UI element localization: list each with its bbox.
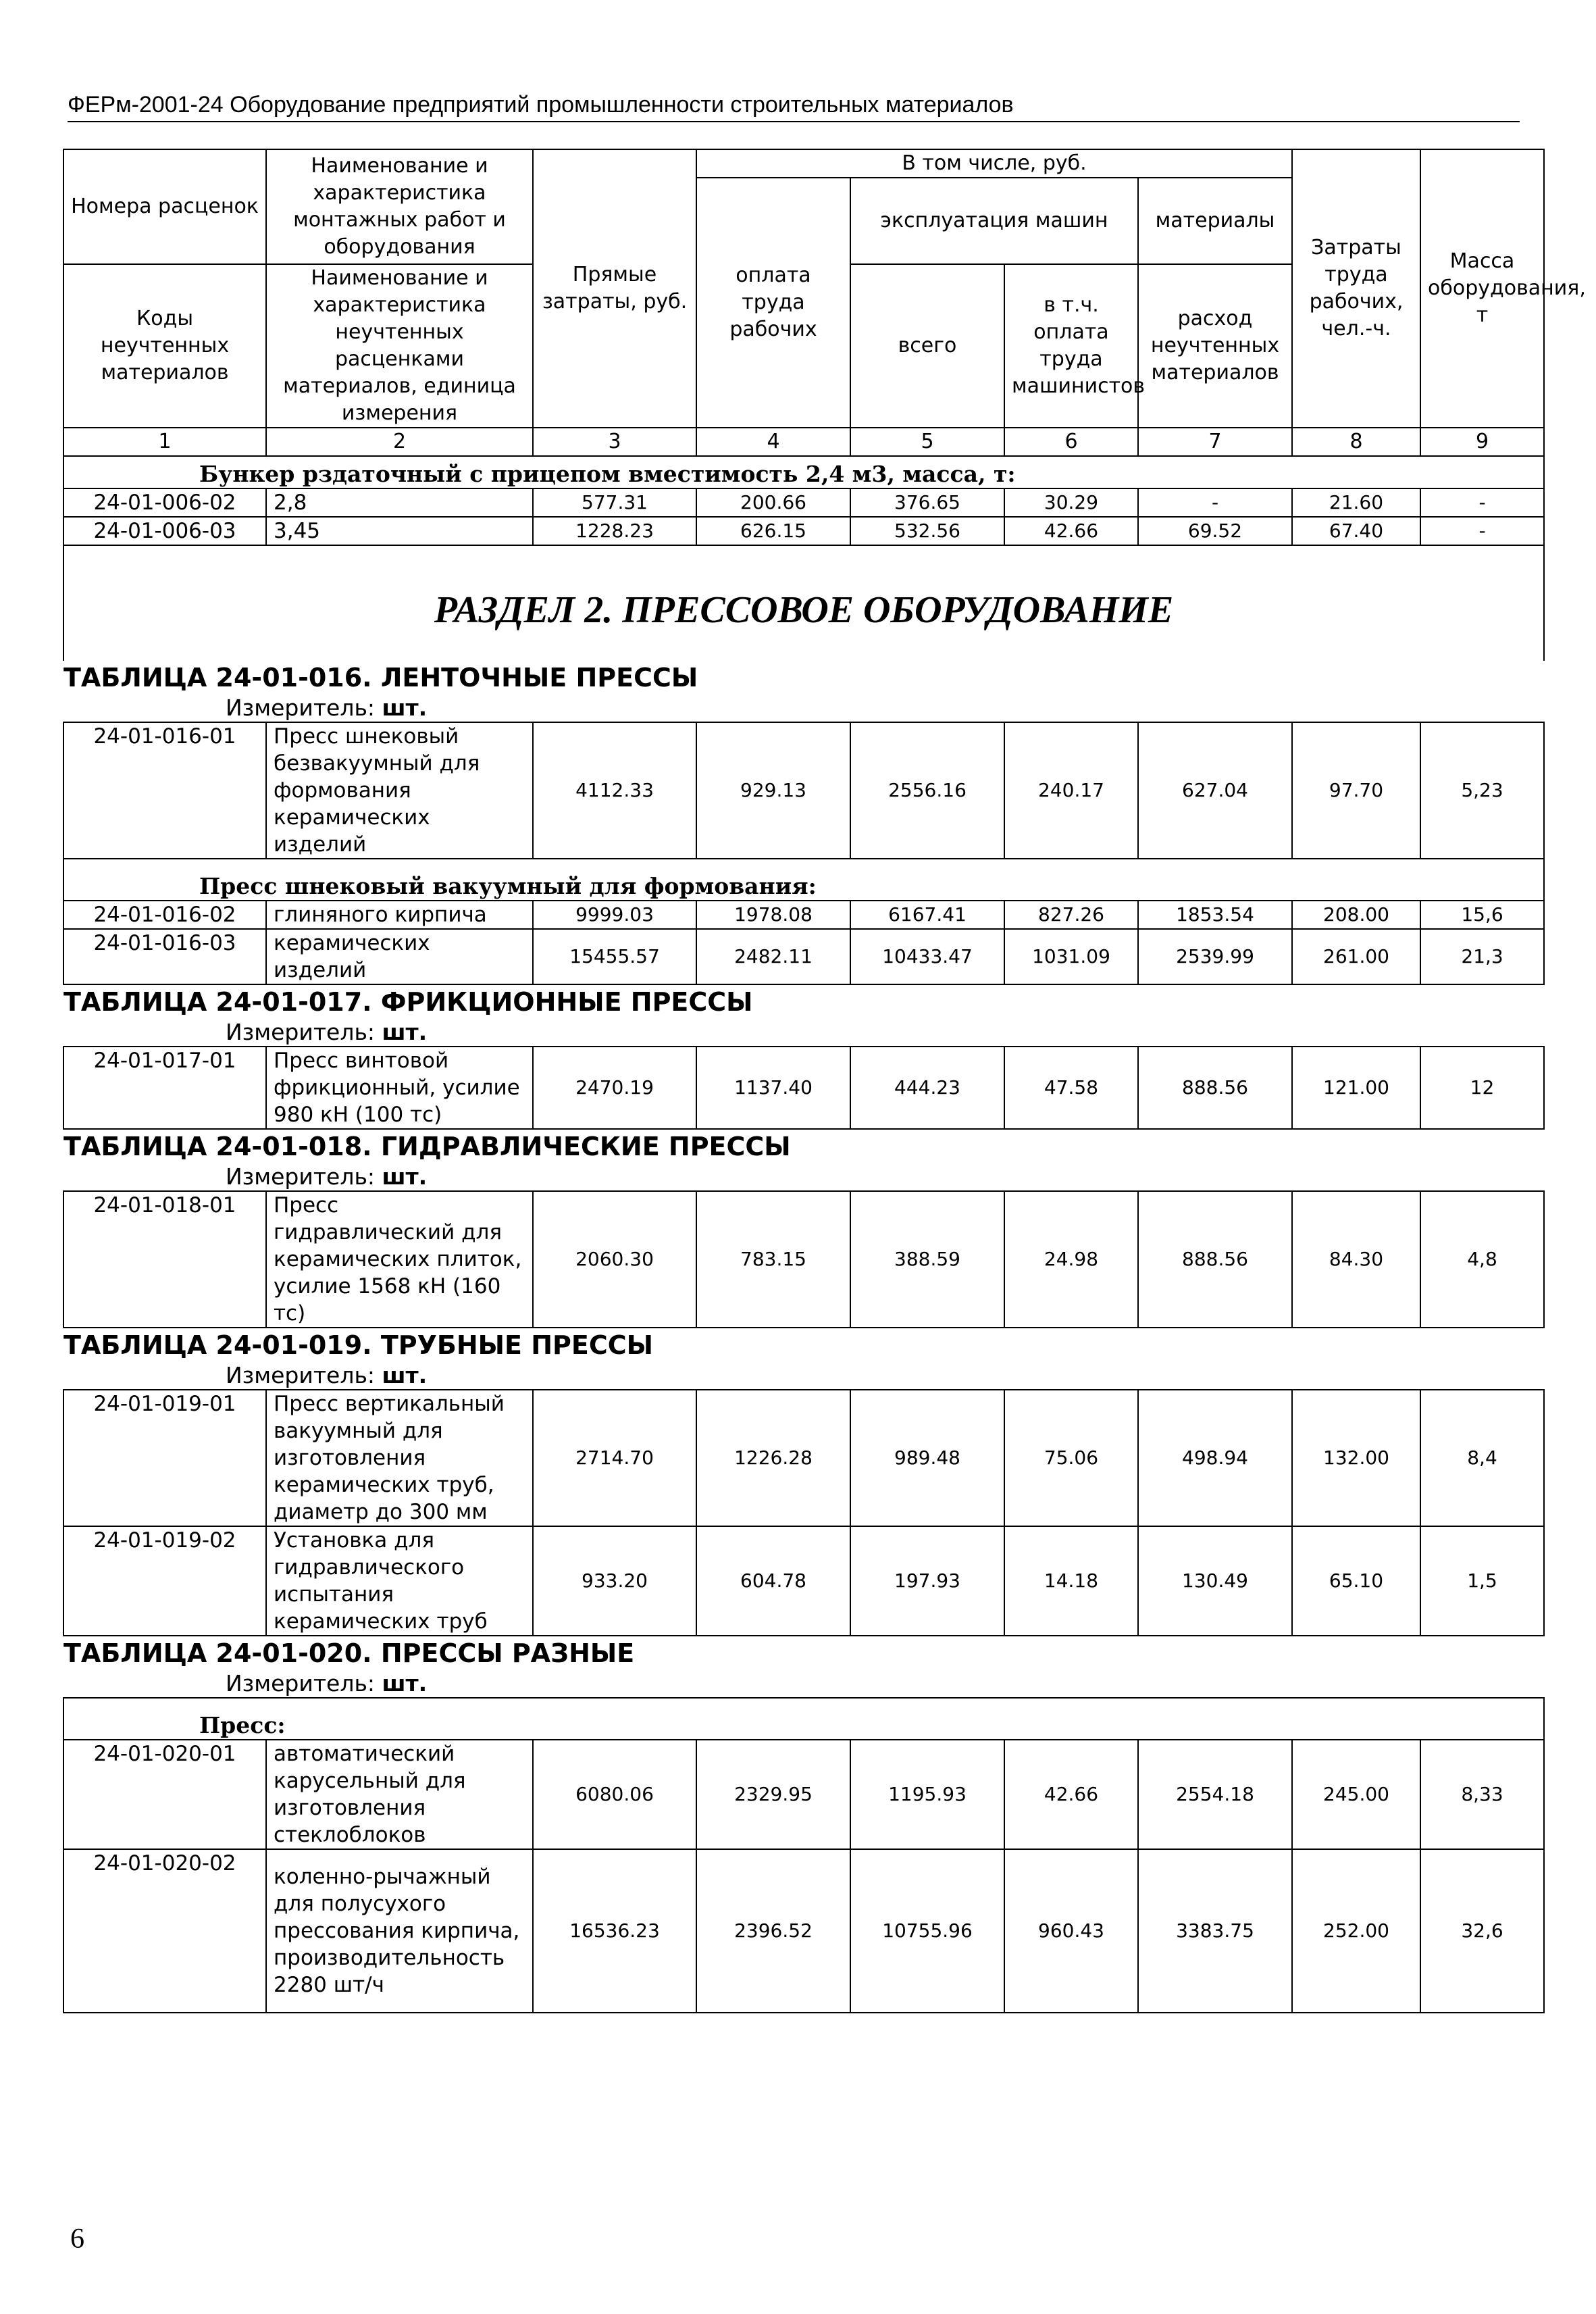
cell-materials: 69.52 [1138, 517, 1292, 545]
table-title-row [63, 1328, 1544, 1362]
measure-label: Измеритель: [226, 1670, 382, 1696]
header-machines: эксплуатация машин [850, 178, 1138, 264]
header-machines-total: всего [850, 264, 1004, 428]
table-title: ТАБЛИЦА 24-01-020. ПРЕССЫ РАЗНЫЕ [63, 1638, 635, 1668]
cell-mass: 15,6 [1420, 901, 1544, 929]
rate-code: 24-01-006-03 [63, 517, 266, 545]
cell-labor-cost: 252.00 [1292, 1849, 1420, 2013]
rate-code: 24-01-016-01 [63, 722, 266, 859]
measure-unit: шт. [382, 1362, 428, 1388]
page-number: 6 [70, 2223, 84, 2255]
table-title: ТАБЛИЦА 24-01-016. ЛЕНТОЧНЫЕ ПРЕССЫ [63, 663, 698, 693]
cell-labor-cost: 132.00 [1292, 1390, 1420, 1526]
cell-labor-cost: 97.70 [1292, 722, 1420, 859]
cell-direct: 577.31 [533, 488, 696, 517]
cell-direct: 15455.57 [533, 929, 696, 984]
table-row [63, 1390, 1544, 1526]
rate-name: 2,8 [266, 488, 533, 517]
measure-row [63, 1019, 1544, 1047]
section-title: РАЗДЕЛ 2. ПРЕССОВОЕ ОБОРУДОВАНИЕ [63, 545, 1544, 661]
cell-mass: 5,23 [1420, 722, 1544, 859]
cell-machines: 532.56 [850, 517, 1004, 545]
column-numbers-row [63, 428, 1544, 456]
measure-row [63, 1163, 1544, 1191]
measure-line [63, 1019, 1544, 1047]
cell-direct: 4112.33 [533, 722, 696, 859]
cell-machines-labor: 827.26 [1004, 901, 1138, 929]
cell-mass: 12 [1420, 1047, 1544, 1129]
table-title-row [63, 1636, 1544, 1670]
rate-code: 24-01-017-01 [63, 1047, 266, 1129]
cell-machines: 1195.93 [850, 1740, 1004, 1849]
cell-mass: 21,3 [1420, 929, 1544, 984]
cell-labor-pay: 2329.95 [696, 1740, 850, 1849]
cell-labor-pay: 2396.52 [696, 1849, 850, 2013]
measure-unit: шт. [382, 1670, 428, 1696]
header-materials-consumption: расход неучтенных материалов [1138, 264, 1292, 428]
measure-unit: шт. [382, 695, 428, 721]
col-num: 1 [63, 428, 266, 456]
rate-name: Пресс гидравлический для керамических плиток, усилие 1568 кН (160 тс) [266, 1191, 533, 1328]
cell-labor-pay: 2482.11 [696, 929, 850, 984]
rate-code: 24-01-019-02 [63, 1526, 266, 1636]
cell-materials: 888.56 [1138, 1047, 1292, 1129]
rate-name: Пресс винтовой фрикционный, усилие 980 кН (100 тс) [266, 1047, 533, 1129]
header-numbers: Номера расценок [63, 149, 266, 264]
measure-label: Измеритель: [226, 1163, 382, 1190]
cell-labor-cost: 21.60 [1292, 488, 1420, 517]
cell-machines: 197.93 [850, 1526, 1004, 1636]
bunker-title-row [63, 456, 1544, 488]
measure-unit: шт. [382, 1163, 428, 1190]
cell-mass: - [1420, 488, 1544, 517]
cell-machines: 10433.47 [850, 929, 1004, 984]
col-num: 9 [1420, 428, 1544, 456]
cell-labor-cost: 65.10 [1292, 1526, 1420, 1636]
cell-machines: 388.59 [850, 1191, 1004, 1328]
cell-machines-labor: 47.58 [1004, 1047, 1138, 1129]
col-num: 8 [1292, 428, 1420, 456]
measure-row [63, 1362, 1544, 1390]
cell-materials: - [1138, 488, 1292, 517]
section-row [63, 545, 1544, 661]
rate-name: 3,45 [266, 517, 533, 545]
cell-direct: 2714.70 [533, 1390, 696, 1526]
header-incl: В том числе, руб. [696, 149, 1292, 178]
measure-label: Измеритель: [226, 695, 382, 721]
header-name-works: Наименование и характеристика монтажных работ и оборудования [266, 149, 533, 264]
table-row [63, 1849, 1544, 2013]
cell-labor-pay: 1226.28 [696, 1390, 850, 1526]
cell-labor-pay: 604.78 [696, 1526, 850, 1636]
cell-mass: - [1420, 517, 1544, 545]
cell-machines: 376.65 [850, 488, 1004, 517]
col-num: 4 [696, 428, 850, 456]
cell-labor-cost: 261.00 [1292, 929, 1420, 984]
cell-materials: 1853.54 [1138, 901, 1292, 929]
cell-materials: 888.56 [1138, 1191, 1292, 1328]
cell-mass: 8,33 [1420, 1740, 1544, 1849]
table-title: ТАБЛИЦА 24-01-018. ГИДРАВЛИЧЕСКИЕ ПРЕССЫ [63, 1132, 791, 1161]
col-num: 2 [266, 428, 533, 456]
cell-machines-labor: 1031.09 [1004, 929, 1138, 984]
cell-machines: 2556.16 [850, 722, 1004, 859]
table-row [63, 1191, 1544, 1328]
header-labor-pay: оплата труда рабочих [696, 178, 850, 428]
measure-label: Измеритель: [226, 1362, 382, 1388]
rate-code: 24-01-019-01 [63, 1390, 266, 1526]
table-title-row [63, 1129, 1544, 1163]
cell-direct: 2060.30 [533, 1191, 696, 1328]
cell-machines: 6167.41 [850, 901, 1004, 929]
rate-code: 24-01-016-02 [63, 901, 266, 929]
header-row-1 [63, 149, 1544, 178]
cell-direct: 2470.19 [533, 1047, 696, 1129]
rate-name: коленно-рычажный для полусухого прессования кирпича, производительность 2280 шт/ч [266, 1849, 533, 2013]
table-row [63, 517, 1544, 545]
rate-name: глиняного кирпича [266, 901, 533, 929]
table-row [63, 722, 1544, 859]
cell-direct: 9999.03 [533, 901, 696, 929]
cell-machines-labor: 14.18 [1004, 1526, 1138, 1636]
measure-line [63, 1163, 1544, 1191]
measure-unit: шт. [382, 1019, 428, 1045]
cell-labor-pay: 929.13 [696, 722, 850, 859]
table-row [63, 1740, 1544, 1849]
rate-code: 24-01-020-01 [63, 1740, 266, 1849]
header-machines-labor: в т.ч. оплата труда машинистов [1004, 264, 1138, 428]
cell-machines-labor: 42.66 [1004, 517, 1138, 545]
cell-mass: 8,4 [1420, 1390, 1544, 1526]
cell-materials: 2539.99 [1138, 929, 1292, 984]
col-num: 5 [850, 428, 1004, 456]
cell-mass: 1,5 [1420, 1526, 1544, 1636]
rate-name: Пресс вертикальный вакуумный для изготовления керамических труб, диаметр до 300 мм [266, 1390, 533, 1526]
table-row [63, 901, 1544, 929]
rate-name: керамических изделий [266, 929, 533, 984]
table-row [63, 1047, 1544, 1129]
cell-labor-pay: 1978.08 [696, 901, 850, 929]
measure-line [63, 695, 1544, 722]
table-row [63, 1526, 1544, 1636]
header-direct: Прямые затраты, руб. [533, 149, 696, 428]
col-num: 7 [1138, 428, 1292, 456]
header-materials: материалы [1138, 178, 1292, 264]
cell-machines: 10755.96 [850, 1849, 1004, 2013]
cell-direct: 6080.06 [533, 1740, 696, 1849]
cell-labor-pay: 626.15 [696, 517, 850, 545]
cell-direct: 1228.23 [533, 517, 696, 545]
group-title-row [63, 1698, 1544, 1740]
cell-materials: 130.49 [1138, 1526, 1292, 1636]
group-title-row [63, 859, 1544, 901]
table-title: ТАБЛИЦА 24-01-019. ТРУБНЫЕ ПРЕССЫ [63, 1330, 653, 1360]
cell-machines-labor: 30.29 [1004, 488, 1138, 517]
cell-direct: 933.20 [533, 1526, 696, 1636]
rate-name: Установка для гидравлического испытания керамических труб [266, 1526, 533, 1636]
header-name-materials: Наименование и характеристика неучтенных расценками материалов, единица измерения [266, 264, 533, 428]
table-title: ТАБЛИЦА 24-01-017. ФРИКЦИОННЫЕ ПРЕССЫ [63, 987, 753, 1017]
col-num: 3 [533, 428, 696, 456]
cell-labor-cost: 245.00 [1292, 1740, 1420, 1849]
cell-machines-labor: 24.98 [1004, 1191, 1138, 1328]
table-title-row [63, 661, 1544, 695]
cell-direct: 16536.23 [533, 1849, 696, 2013]
cell-machines-labor: 240.17 [1004, 722, 1138, 859]
cell-mass: 4,8 [1420, 1191, 1544, 1328]
rate-code: 24-01-018-01 [63, 1191, 266, 1328]
header-mass: Масса оборудования, т [1420, 149, 1544, 428]
cell-materials: 3383.75 [1138, 1849, 1292, 2013]
cell-machines: 444.23 [850, 1047, 1004, 1129]
cell-labor-cost: 67.40 [1292, 517, 1420, 545]
rate-name: Пресс шнековый безвакуумный для формования керамических изделий [266, 722, 533, 859]
group-title: Бункер рздаточный с прицепом вместимость 2,4 м3, масса, т: [63, 456, 1544, 488]
table-row [63, 929, 1544, 984]
measure-label: Измеритель: [226, 1019, 382, 1045]
measure-row [63, 1670, 1544, 1698]
cell-materials: 498.94 [1138, 1390, 1292, 1526]
table-row [63, 488, 1544, 517]
measure-line [63, 1670, 1544, 1698]
header-codes: Коды неучтенных материалов [63, 264, 266, 428]
rate-code: 24-01-006-02 [63, 488, 266, 517]
cell-machines-labor: 960.43 [1004, 1849, 1138, 2013]
measure-row [63, 695, 1544, 722]
cell-mass: 32,6 [1420, 1849, 1544, 2013]
table-title-row [63, 984, 1544, 1019]
cell-materials: 2554.18 [1138, 1740, 1292, 1849]
col-num: 6 [1004, 428, 1138, 456]
cell-machines-labor: 75.06 [1004, 1390, 1138, 1526]
cell-labor-cost: 84.30 [1292, 1191, 1420, 1328]
measure-line [63, 1362, 1544, 1390]
header-labor-cost: Затраты труда рабочих, чел.-ч. [1292, 149, 1420, 428]
cell-labor-pay: 200.66 [696, 488, 850, 517]
rate-code: 24-01-016-03 [63, 929, 266, 984]
cell-labor-pay: 1137.40 [696, 1047, 850, 1129]
cell-labor-cost: 208.00 [1292, 901, 1420, 929]
cell-machines-labor: 42.66 [1004, 1740, 1138, 1849]
rate-code: 24-01-020-02 [63, 1849, 266, 2013]
group-title: Пресс шнековый вакуумный для формования: [63, 859, 1544, 901]
cell-labor-pay: 783.15 [696, 1191, 850, 1328]
page-header: ФЕРм-2001-24 Оборудование предприятий промышленности строительных материалов [68, 92, 1520, 122]
cell-materials: 627.04 [1138, 722, 1292, 859]
group-title: Пресс: [63, 1698, 1544, 1740]
cell-machines: 989.48 [850, 1390, 1004, 1526]
rates-table [63, 149, 1586, 2013]
rate-name: автоматический карусельный для изготовления стеклоблоков [266, 1740, 533, 1849]
cell-labor-cost: 121.00 [1292, 1047, 1420, 1129]
